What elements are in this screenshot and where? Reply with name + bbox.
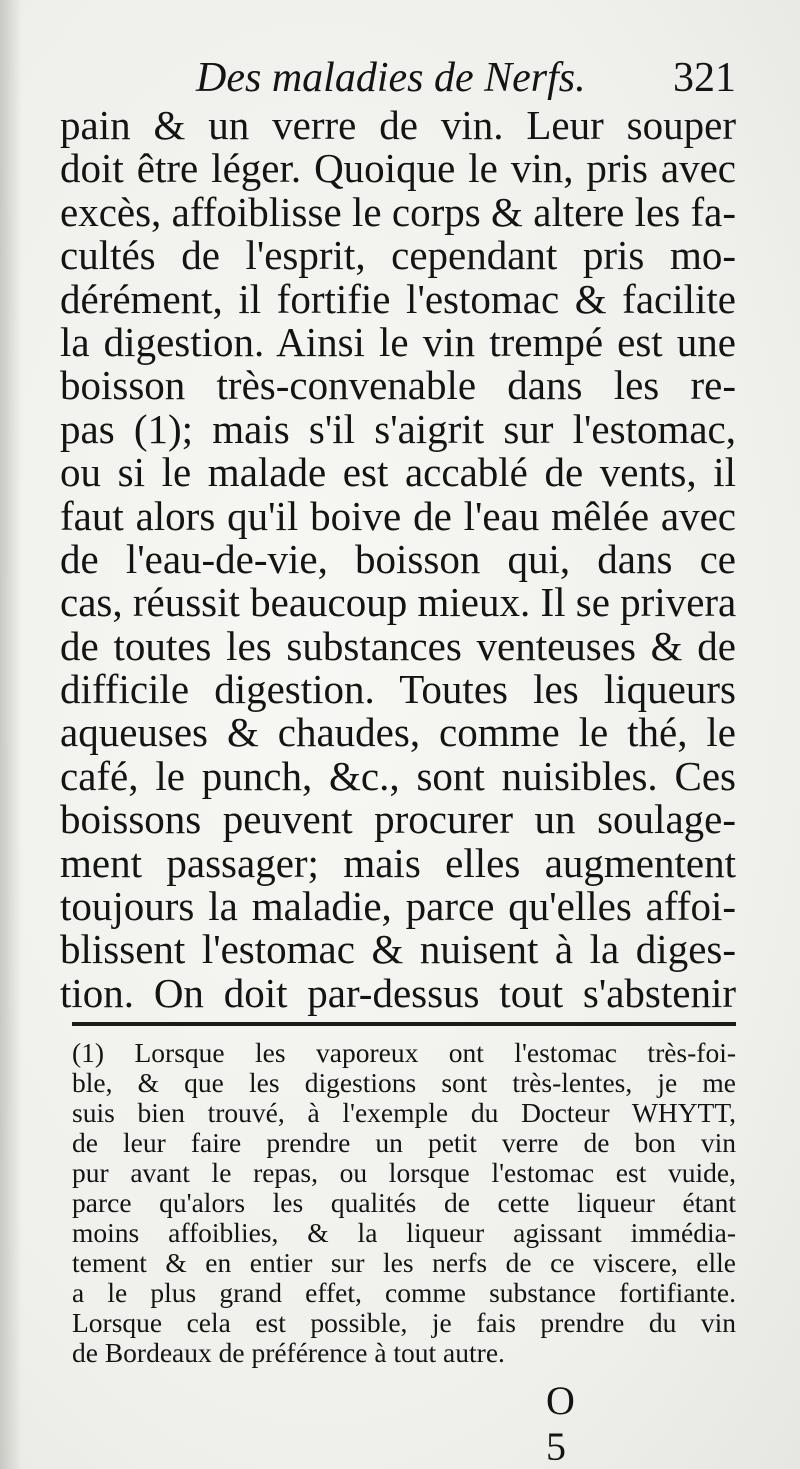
body-line: excès, affoiblisse le corps & altere les fa- bbox=[60, 188, 736, 235]
footnote-line: (1) Lorsque les vaporeux ont l'estomac très-foi- bbox=[72, 1037, 736, 1068]
body-line: blissent l'estomac & nuisent à la diges- bbox=[60, 926, 736, 973]
body-line: toujours la maladie, parce qu'elles affoi- bbox=[60, 883, 736, 930]
footnote-line: tement & en entier sur les nerfs de ce viscere, elle bbox=[72, 1247, 736, 1278]
body-line: pas (1); mais s'il s'aigrit sur l'estomac, bbox=[60, 405, 736, 452]
running-title: Des maladies de Nerfs. bbox=[196, 55, 586, 101]
page-header bbox=[196, 52, 736, 104]
body-line: aqueuses & chaudes, comme le thé, le bbox=[60, 709, 736, 756]
signature-mark: O 5 bbox=[546, 1378, 579, 1469]
footnote-line: de Bordeaux de préférence à tout autre. bbox=[72, 1337, 505, 1368]
footnote-line: parce qu'alors les qualités de cette liqueur étant bbox=[72, 1187, 736, 1218]
body-line: la digestion. Ainsi le vin trempé est une bbox=[60, 318, 736, 365]
footnote-line: moins affoiblies, & la liqueur agissant immédia- bbox=[72, 1217, 736, 1248]
body-line: cas, réussit beaucoup mieux. Il se privera bbox=[60, 579, 737, 626]
body-line: ou si le malade est accablé de vents, il bbox=[60, 449, 736, 496]
footnote-line: ble, & que les digestions sont très-lentes, je me bbox=[72, 1067, 736, 1098]
page-number: 321 bbox=[673, 55, 736, 101]
footnote-line: pur avant le repas, ou lorsque l'estomac est vuide, bbox=[72, 1157, 736, 1188]
body-text bbox=[60, 104, 736, 1015]
body-line: doit être léger. Quoique le vin, pris avec bbox=[60, 145, 736, 192]
body-line: de toutes les substances venteuses & de bbox=[60, 622, 736, 669]
page-gutter-shadow bbox=[0, 0, 22, 1469]
body-line: de l'eau-de-vie, boisson qui, dans ce bbox=[60, 535, 736, 582]
footnote-rule bbox=[72, 1022, 736, 1026]
body-line: dérément, il fortifie l'estomac & facilite bbox=[60, 275, 736, 322]
footnote-line: Lorsque cela est possible, je fais prendre du vin bbox=[72, 1307, 736, 1338]
footnote-line: a le plus grand effet, comme substance fortifiante. bbox=[72, 1277, 736, 1308]
body-line: boisson très-convenable dans les re- bbox=[60, 362, 736, 409]
body-line: faut alors qu'il boive de l'eau mêlée avec bbox=[60, 492, 736, 539]
body-line: cultés de l'esprit, cependant pris mo- bbox=[60, 232, 736, 279]
body-line: difficile digestion. Toutes les liqueurs bbox=[60, 666, 736, 713]
body-line: pain & un verre de vin. Leur souper bbox=[60, 102, 736, 148]
footnote-line: suis bien trouvé, à l'exemple du Docteur WHYTT, bbox=[72, 1097, 736, 1128]
body-line: tion. On doit par-dessus tout s'abstenir bbox=[60, 969, 736, 1016]
footnote bbox=[72, 1038, 736, 1368]
body-line: boissons peuvent procurer un soulage- bbox=[60, 796, 736, 843]
footnote-line: de leur faire prendre un petit verre de bon vin bbox=[72, 1127, 736, 1158]
body-line: ment passager; mais elles augmentent bbox=[60, 839, 736, 886]
body-line: café, le punch, &c., sont nuisibles. Ces bbox=[60, 752, 736, 799]
